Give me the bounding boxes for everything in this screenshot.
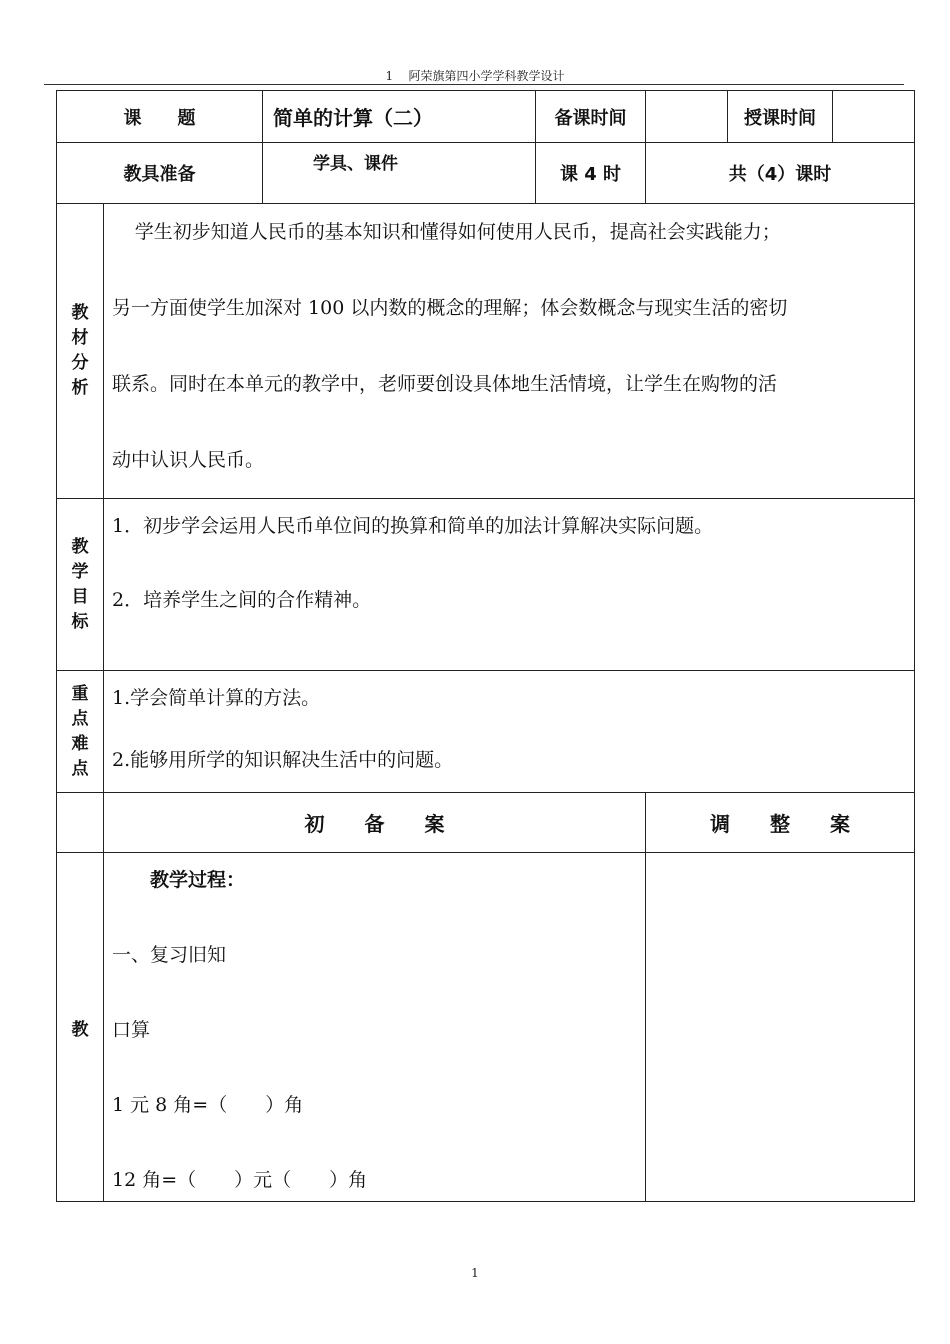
tools-value: 学具、课件 <box>263 143 536 204</box>
page-header <box>0 67 950 84</box>
objective-line: 2．培养学生之间的合作精神。 <box>112 589 372 611</box>
key-points-content <box>104 671 915 793</box>
objectives-side-label: 教 学 目 标 <box>57 499 104 671</box>
header-title: 阿荣旗第四小学学科教学设计 <box>408 69 565 83</box>
header-divider <box>44 84 904 85</box>
key-points-side-label: 重 点 难 点 <box>57 671 104 793</box>
process-line: 口算 <box>112 1019 151 1041</box>
prep-time-value[interactable] <box>646 91 728 143</box>
process-side-label: 教 <box>57 853 104 1202</box>
total-lessons-label: 共（4）课时 <box>646 143 915 204</box>
row-objectives <box>57 499 915 671</box>
process-line: 一、复习旧知 <box>112 944 227 966</box>
topic-value: 简单的计算（二） <box>263 91 536 143</box>
tools-label: 教具准备 <box>57 143 263 204</box>
analysis-side-label: 教 材 分 析 <box>57 204 104 499</box>
topic-label: 课 题 <box>57 91 263 143</box>
initial-plan-header: 初 备 案 <box>104 793 646 853</box>
analysis-content <box>104 204 915 499</box>
process-line: 1 元 8 角=（ ）角 <box>112 1094 304 1116</box>
lesson-count-label: 课 4 时 <box>536 143 646 204</box>
row-key-points <box>57 671 915 793</box>
row-analysis <box>57 204 915 499</box>
header-page-ref: 1 <box>385 69 394 83</box>
page-number: 1 <box>471 1266 479 1280</box>
teach-time-label: 授课时间 <box>728 91 833 143</box>
objective-line: 1．初步学会运用人民币单位间的换算和简单的加法计算解决实际问题。 <box>112 515 714 537</box>
adjust-plan-content[interactable] <box>646 853 915 1202</box>
key-point-line: 1.学会简单计算的方法。 <box>112 687 321 709</box>
key-point-line: 2.能够用所学的知识解决生活中的问题。 <box>112 749 454 771</box>
objectives-content <box>104 499 915 671</box>
adjust-plan-header: 调 整 案 <box>646 793 915 853</box>
process-title: 教学过程： <box>150 869 246 891</box>
row-topic <box>57 91 915 143</box>
teach-time-value[interactable] <box>833 91 915 143</box>
plan-header-blank <box>57 793 104 853</box>
analysis-line: 另一方面使学生加深对 100 以内数的概念的理解；体会数概念与现实生活的密切 <box>112 297 788 319</box>
row-plan-header <box>57 793 915 853</box>
row-process <box>57 853 915 1202</box>
analysis-line: 联系。同时在本单元的教学中，老师要创设具体地生活情境，让学生在购物的活 <box>112 373 778 395</box>
process-content <box>104 853 646 1202</box>
analysis-line: 动中认识人民币。 <box>112 449 265 471</box>
prep-time-label: 备课时间 <box>536 91 646 143</box>
process-line: 12 角=（ ）元（ ）角 <box>112 1169 368 1191</box>
analysis-line: 学生初步知道人民币的基本知识和懂得如何使用人民币，提高社会实践能力； <box>134 221 781 243</box>
lesson-plan-table <box>56 90 915 1202</box>
